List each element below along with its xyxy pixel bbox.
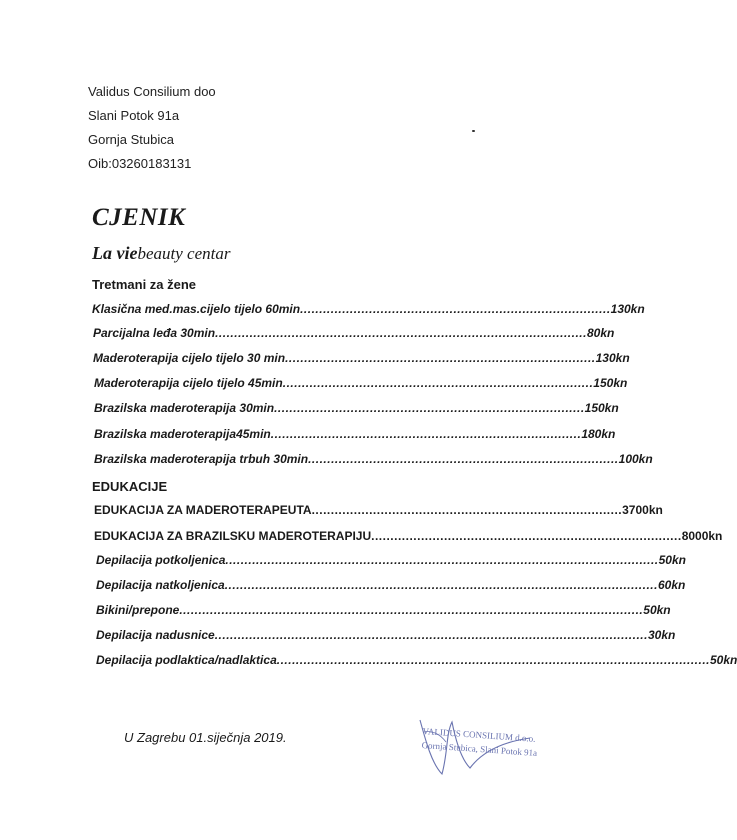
item-name: Depilacija podlaktica/nadlaktica <box>96 653 277 667</box>
brand-name: La vie <box>92 243 138 263</box>
item-price: 150kn <box>593 376 628 390</box>
leader-dots: ................................................................................. <box>311 503 623 517</box>
item-price: 50kn <box>658 553 686 567</box>
leader-dots: ................................................................................. <box>274 401 585 415</box>
item-name: Bikini/prepone <box>96 603 180 617</box>
price-row <box>96 578 686 592</box>
item-name: Brazilska maderoterapija 30min <box>94 401 275 415</box>
leader-dots: ................................................................................................................. <box>225 553 659 567</box>
item-name: Parcijalna leđa 30min <box>93 326 216 340</box>
section-heading-women: Tretmani za žene <box>92 277 197 292</box>
item-price: 150kn <box>584 401 619 415</box>
stamp-line-1: VALIDUS CONSILIUM d.o.o. <box>422 725 536 744</box>
item-price: 50kn <box>643 603 671 617</box>
item-price: 60kn <box>657 578 686 592</box>
leader-dots: ................................................................................................................. <box>276 653 710 667</box>
price-row <box>92 302 645 316</box>
item-name: Klasična med.mas.cijelo tijelo 60min <box>92 302 301 316</box>
leader-dots: ................................................................................................................. <box>214 628 648 642</box>
leader-dots: ................................................................................................................. <box>224 578 658 592</box>
price-row <box>94 452 653 466</box>
item-name: Brazilska maderoterapija45min <box>94 427 271 441</box>
paper-speck <box>472 130 475 132</box>
item-name: Depilacija natkoljenica <box>96 578 225 592</box>
item-price: 130kn <box>610 302 645 316</box>
item-price: 130kn <box>595 351 630 365</box>
leader-dots: ................................................................................................. <box>215 326 587 340</box>
price-row <box>96 553 686 567</box>
item-price: 180kn <box>581 427 616 441</box>
leader-dots: ................................................................................. <box>308 452 619 466</box>
item-price: 3700kn <box>622 503 663 517</box>
company-address-block <box>88 80 216 176</box>
price-row <box>96 603 671 617</box>
price-row <box>93 351 630 365</box>
price-row <box>96 653 737 667</box>
price-row <box>94 376 628 390</box>
price-row <box>94 401 619 415</box>
item-name: EDUKACIJA ZA BRAZILSKU MADEROTERAPIJU <box>94 529 372 543</box>
leader-dots: ................................................................................. <box>270 427 582 441</box>
leader-dots: ......................................................................................................................... <box>179 603 644 617</box>
item-price: 100kn <box>618 452 653 466</box>
leader-dots: ................................................................................. <box>285 351 596 365</box>
item-name: EDUKACIJA ZA MADEROTERAPEUTA <box>94 503 312 517</box>
stamp-line-2: Gornja Stubica, Slani Potok 91a <box>421 739 538 759</box>
company-oib: Oib:03260183131 <box>88 156 192 171</box>
item-name: Brazilska maderoterapija trbuh 30min <box>94 452 309 466</box>
section-heading-education: EDUKACIJE <box>92 479 168 494</box>
item-name: Maderoterapija cijelo tijelo 45min <box>94 376 283 390</box>
leader-dots: ................................................................................. <box>300 302 611 316</box>
document-subtitle <box>92 243 230 264</box>
brand-suffix: beauty centar <box>137 244 231 263</box>
item-price: 8000kn <box>681 529 723 543</box>
price-row <box>94 529 723 543</box>
document-title: CJENIK <box>92 204 186 231</box>
price-row <box>94 427 616 441</box>
price-row <box>94 503 663 517</box>
item-name: Depilacija nadusnice <box>96 628 215 642</box>
company-city: Gornja Stubica <box>88 132 174 147</box>
company-name: Validus Consilium doo <box>88 84 216 99</box>
item-price: 50kn <box>710 653 737 667</box>
price-row <box>96 628 676 642</box>
item-price: 80kn <box>586 326 615 340</box>
leader-dots: ................................................................................. <box>371 529 682 543</box>
price-row <box>93 326 615 340</box>
item-price: 30kn <box>647 628 676 642</box>
item-name: Maderoterapija cijelo tijelo 30 min <box>93 351 286 365</box>
item-name: Depilacija potkoljenica <box>96 553 226 567</box>
document-date: U Zagrebu 01.siječnja 2019. <box>124 730 287 745</box>
company-street: Slani Potok 91a <box>88 108 180 123</box>
leader-dots: ................................................................................. <box>282 376 594 390</box>
